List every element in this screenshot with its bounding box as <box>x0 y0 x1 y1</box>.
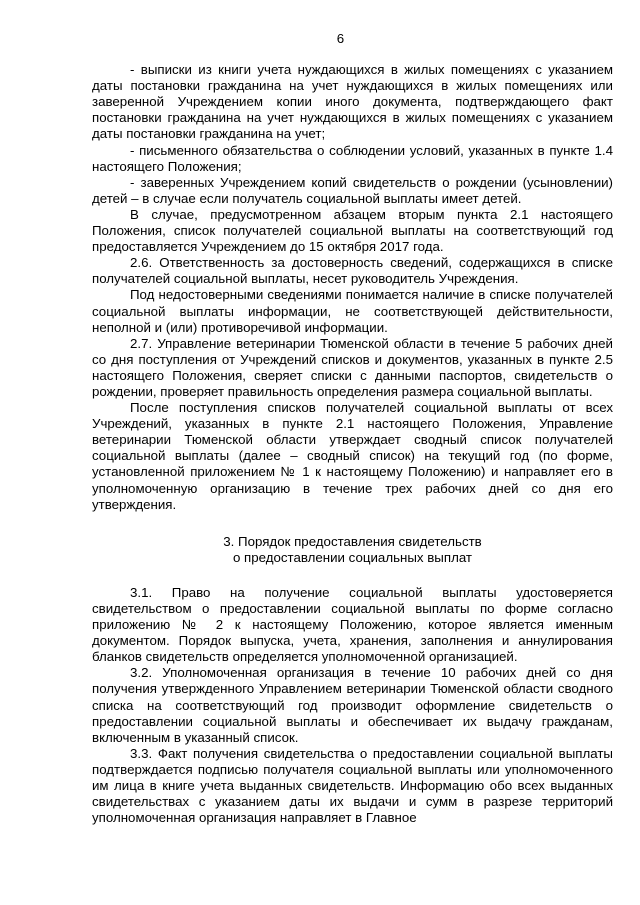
paragraph: После поступления списков получателей социальной выплаты от всех Учреждений, указанных в пункте 2.1 настоящего Положения, Управление ветеринарии Тюменской области утверждает сводный список получателей социальной выплаты (далее – сводный список) на текущий год (по форме, установленной приложением № 1 к настоящему Положению) и направляет его в уполномоченную организацию в течение трех рабочих дней со дня его утверждения. <box>92 400 613 512</box>
paragraph: Под недостоверными сведениями понимается наличие в списке получателей социальной выплаты информации, не соответствующей действительности, неполной и (или) противоречивой информации. <box>92 287 613 335</box>
paragraph: - выписки из книги учета нуждающихся в жилых помещениях с указанием даты постановки гражданина на учет нуждающихся в жилых помещениях или заверенной Учреждением копии иного документа, подтверждающего факт постановки гражданина на учет нуждающихся в жилых помещениях с указанием даты постановки гражданина на учет; <box>92 62 613 142</box>
paragraph: 2.6. Ответственность за достоверность сведений, содержащихся в списке получателей социальной выплаты, несет руководитель Учреждения. <box>92 255 613 287</box>
section-heading <box>92 534 613 566</box>
section-heading-line-2: о предоставлении социальных выплат <box>232 549 473 565</box>
section-heading-line-1: 3. Порядок предоставления свидетельств <box>223 533 482 549</box>
paragraph: - заверенных Учреждением копий свидетельств о рождении (усыновлении) детей – в случае если получатель социальной выплаты имеет детей. <box>92 174 613 206</box>
paragraph: - письменного обязательства о соблюдении условий, указанных в пункте 1.4 настоящего Положения; <box>92 142 613 174</box>
section-spacer <box>92 566 613 585</box>
paragraph: 2.7. Управление ветеринарии Тюменской области в течение 5 рабочих дней со дня поступления от Учреждений списков и документов, указанных в пункте 2.5 настоящего Положения, сверяет списки с данными паспортов, свидетельств о рождении, проверяет правильность определения размера социальной выплаты. <box>92 335 613 399</box>
paragraph: 3.2. Уполномоченная организация в течение 10 рабочих дней со дня получения утвержденного Управлением ветеринарии Тюменской области сводного списка на соответствующий год производит оформление свидетельств о предоставлении социальной выплаты и обеспечивает их выдачу гражданам, включенным в указанный список. <box>92 665 613 745</box>
paragraph: 3.1. Право на получение социальной выплаты удостоверяется свидетельством о предоставлении социальной выплаты по форме согласно приложению № 2 к настоящему Положению, которое является именным документом. Порядок выпуска, учета, хранения, заполнения и аннулирования бланков свидетельств определяется уполномоченной организацией. <box>92 584 613 665</box>
page-number: 6 <box>336 31 345 46</box>
paragraph: В случае, предусмотренном абзацем вторым пункта 2.1 настоящего Положения, список получателей социальной выплаты на соответствующий год предоставляется Учреждением до 15 октября 2017 года. <box>92 206 613 255</box>
paragraph: 3.3. Факт получения свидетельства о предоставлении социальной выплаты подтверждается подписью получателя социальной выплаты или уполномоченного им лица в книге учета выданных свидетельств. Информацию обо всех выданных свидетельствах с указанием даты их выдачи и сумм в разрезе территорий уполномоченная организация направляет в Главное <box>92 745 613 826</box>
